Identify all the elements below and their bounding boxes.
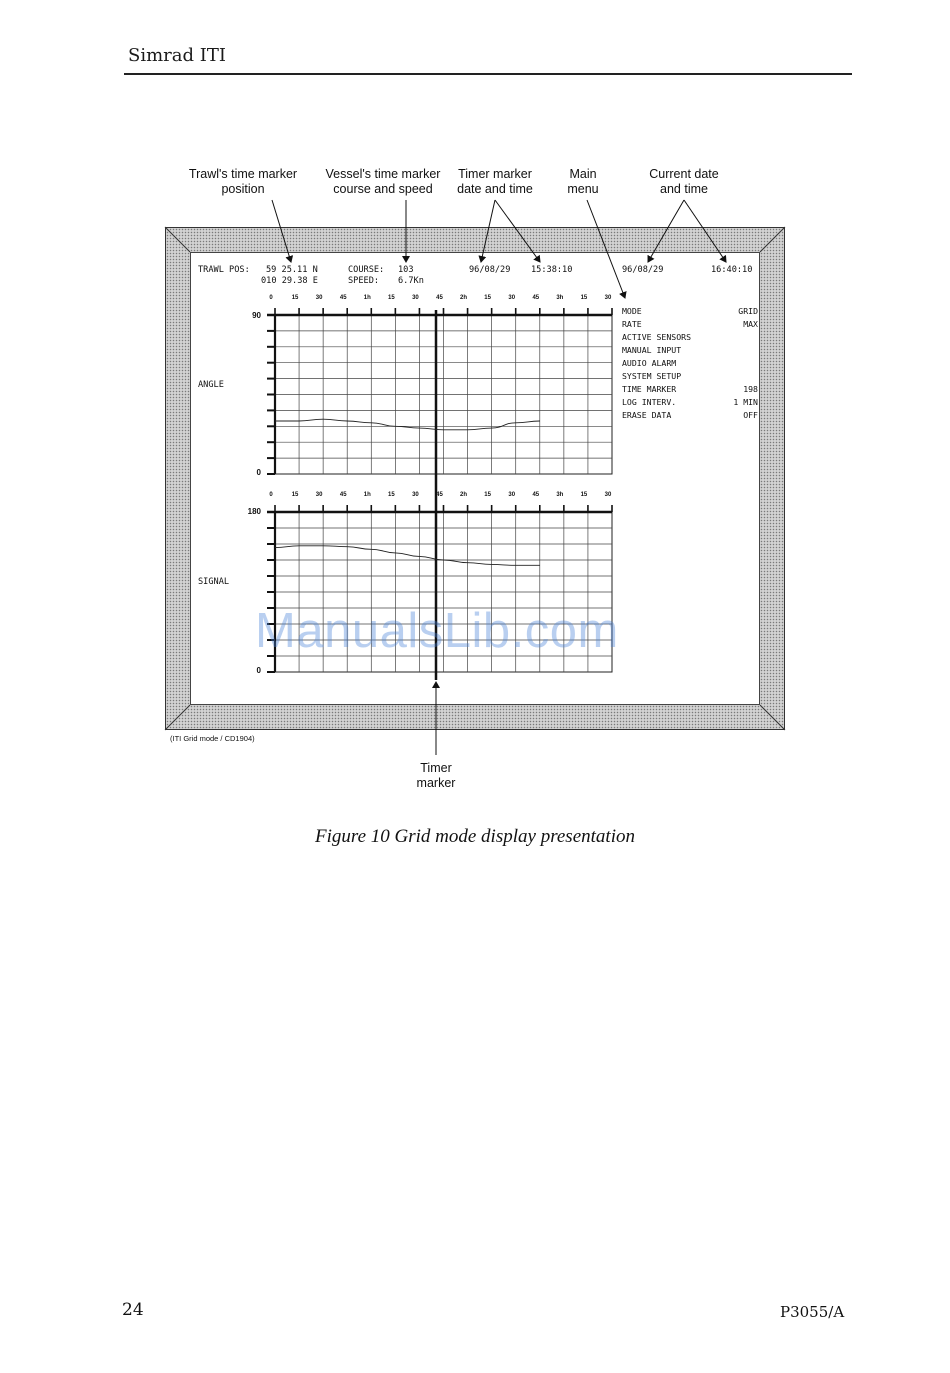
time-tick-label: 3h <box>556 492 564 498</box>
callout-main-menu: Main menu <box>567 167 599 196</box>
time-tick-label: 30 <box>315 295 323 301</box>
time-tick-label: 45 <box>532 295 540 301</box>
time-tick-label: 30 <box>604 492 612 498</box>
signal-label: SIGNAL <box>198 577 230 587</box>
time-tick-label: 30 <box>315 492 323 498</box>
callout-vessel-marker: Vessel's time marker course and speed <box>325 167 441 196</box>
time-tick-label: 30 <box>412 492 419 498</box>
header-title: Simrad ITI <box>128 45 226 66</box>
trawl-pos-lon: 010 29.38 E <box>261 276 318 286</box>
angle-series-line <box>275 419 540 430</box>
time-tick-label: 0 <box>269 295 273 301</box>
trawl-pos-lat: 59 25.11 N <box>266 265 318 275</box>
menu-item-rate[interactable]: RATE MAX <box>622 319 758 329</box>
angle-label: ANGLE <box>198 380 224 390</box>
angle-max-label: 90 <box>252 311 261 320</box>
time-tick-label: 0 <box>269 492 273 498</box>
time-tick-label: 15 <box>484 295 491 301</box>
menu-item-audio-alarm[interactable]: AUDIO ALARM <box>622 358 677 368</box>
time-tick-label: 30 <box>508 295 516 301</box>
figure-caption: Figure 10 Grid mode display presentation <box>315 826 635 847</box>
time-tick-label: 45 <box>339 492 347 498</box>
time-tick-label: 45 <box>532 492 540 498</box>
menu-item-system-setup[interactable]: SYSTEM SETUP <box>622 371 682 381</box>
page-number: 24 <box>122 1300 144 1320</box>
signal-series-line <box>275 546 540 566</box>
time-tick-label: 15 <box>291 295 299 301</box>
menu-item-time-marker[interactable]: TIME MARKER 198 <box>622 384 758 394</box>
time-tick-label: 15 <box>291 492 299 498</box>
current-time: 16:40:10 <box>711 265 753 275</box>
arrow-current-time <box>684 200 726 262</box>
source-caption: (ITI Grid mode / CD1904) <box>170 734 255 743</box>
menu-item-active-sensors[interactable]: ACTIVE SENSORS <box>622 332 692 342</box>
document-code: P3055/A <box>780 1303 845 1321</box>
timer-time: 15:38:10 <box>531 265 573 275</box>
trawl-pos-label: TRAWL POS: <box>198 265 250 275</box>
course-value: 103 <box>398 265 414 275</box>
arrow-timer-date <box>481 200 495 262</box>
callout-timer-marker: Timer marker <box>416 761 456 790</box>
arrow-main-menu <box>587 200 625 298</box>
time-tick-label: 15 <box>388 492 395 498</box>
course-label: COURSE: <box>348 265 385 275</box>
speed-value: 6.7Kn <box>398 276 424 286</box>
time-tick-label: 1h <box>363 492 371 498</box>
time-tick-label: 15 <box>388 295 395 301</box>
time-tick-label: 30 <box>604 295 612 301</box>
angle-grid <box>267 308 612 474</box>
time-tick-label: 15 <box>580 295 588 301</box>
time-tick-label: 2h <box>460 492 468 498</box>
callout-trawl-marker: Trawl's time marker position <box>188 167 298 196</box>
time-tick-label: 45 <box>436 492 443 498</box>
time-tick-label: 3h <box>556 295 564 301</box>
time-tick-label: 30 <box>508 492 516 498</box>
arrow-timer-time <box>495 200 540 262</box>
menu-item-manual-input[interactable]: MANUAL INPUT <box>622 345 682 355</box>
arrow-current-date <box>648 200 684 262</box>
callout-current-date: Current date and time <box>649 167 719 196</box>
menu-item-log-interval[interactable]: LOG INTERV. 1 MIN <box>622 397 758 407</box>
current-date: 96/08/29 <box>622 265 664 275</box>
menu-item-erase-data[interactable]: ERASE DATA OFF <box>622 410 758 420</box>
timer-date: 96/08/29 <box>469 265 511 275</box>
arrow-trawl-marker <box>272 200 291 262</box>
time-tick-label: 15 <box>580 492 588 498</box>
time-tick-label: 15 <box>484 492 491 498</box>
time-tick-label: 1h <box>363 295 371 301</box>
watermark: ManualsLib.com <box>255 604 619 658</box>
angle-min-label: 0 <box>256 468 261 477</box>
time-tick-label: 2h <box>460 295 468 301</box>
time-tick-label: 45 <box>436 295 443 301</box>
time-tick-label: 45 <box>339 295 347 301</box>
time-tick-label: 30 <box>412 295 419 301</box>
speed-label: SPEED: <box>348 276 380 286</box>
menu-item-mode[interactable]: MODE GRID <box>622 306 758 316</box>
signal-min-label: 0 <box>256 666 261 675</box>
signal-max-label: 180 <box>247 507 261 516</box>
callout-timer-marker-datetime: Timer marker date and time <box>457 167 533 196</box>
